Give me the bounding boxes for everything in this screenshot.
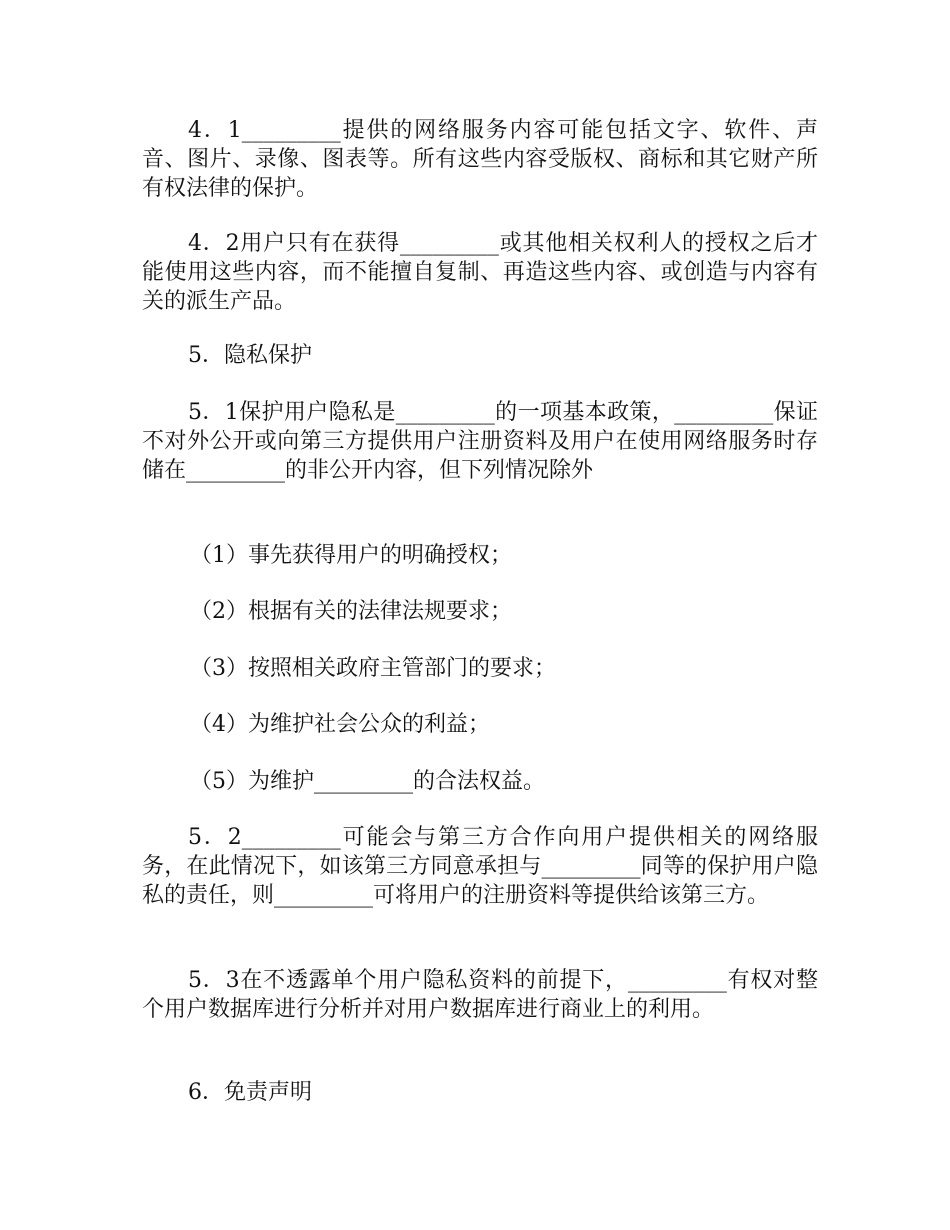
paragraph-5-3: 5．3在不透露单个用户隐私资料的前提下，_________有权对整个用户数据库进行分析并对用户数据库进行商业上的利用。	[142, 968, 818, 1022]
list-item-4: （4）为维护社会公众的利益；	[190, 712, 490, 737]
paragraph-4-2: 4．2用户只有在获得_________或其他相关权利人的授权之后才能使用这些内容，而不能擅自复制、再造这些内容、或创造与内容有关的派生产品。	[142, 231, 818, 314]
section-heading-5: 5．隐私保护	[188, 343, 312, 368]
paragraph-5-1: 5．1保护用户隐私是_________的一项基本政策，_________保证不对外公开或向第三方提供用户注册资料及用户在使用网络服务时存储在_________的非公开内容，但下列情况除外	[142, 400, 818, 483]
paragraph-4-1: 4．1_________提供的网络服务内容可能包括文字、软件、声音、图片、录像、图表等。所有这些内容受版权、商标和其它财产所有权法律的保护。	[142, 118, 818, 201]
list-item-1: （1）事先获得用户的明确授权；	[190, 543, 512, 568]
paragraph-5-2: 5．2_________可能会与第三方合作向用户提供相关的网络服务，在此情况下，如该第三方同意承担与_________同等的保护用户隐私的责任，则_________可将用户的注册资料等提供给该第三方。	[142, 825, 818, 908]
list-item-2: （2）根据有关的法律法规要求；	[190, 599, 512, 624]
list-item-5: （5）为维护_________的合法权益。	[190, 769, 545, 794]
list-item-3: （3）按照相关政府主管部门的要求；	[190, 656, 556, 681]
section-heading-6: 6．免责声明	[188, 1080, 312, 1105]
